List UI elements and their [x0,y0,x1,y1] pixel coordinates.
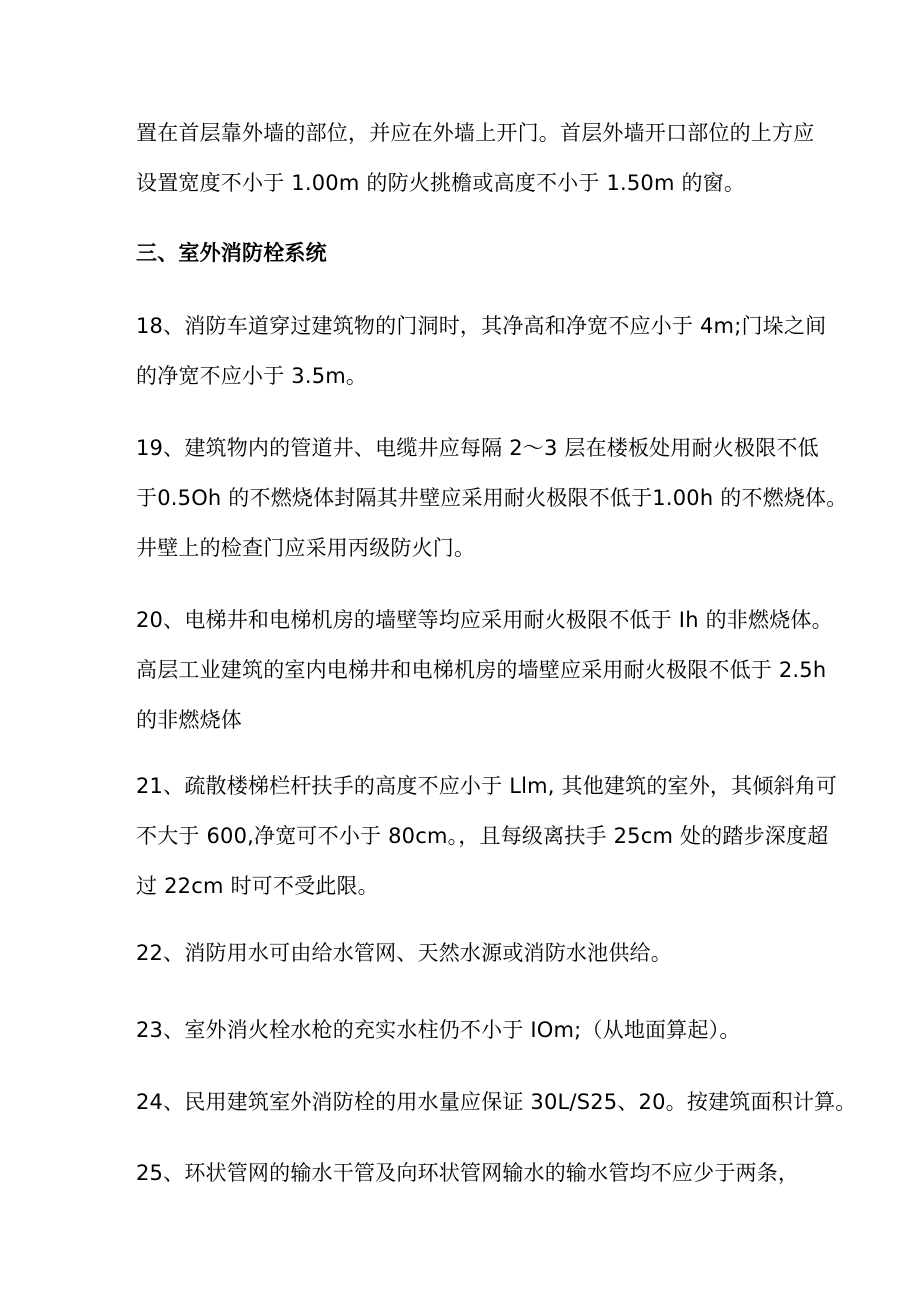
paragraph-18-line-2: 的净宽不应小于 3.5m。 [136,364,368,388]
paragraph-24-line-1: 24、民用建筑室外消防栓的用水量应保证 30L/S25、20。按建筑面积计算。 [136,1090,857,1114]
paragraph-20-line-2: 高层工业建筑的室内电梯井和电梯机房的墙壁应采用耐火极限不低于 2.5h [136,658,827,682]
paragraph-19-line-1: 19、建筑物内的管道井、电缆井应每隔 2～3 层在楼板处用耐火极限不低 [136,436,819,460]
paragraph-21-line-3: 过 22cm 时可不受此限。 [136,874,379,898]
paragraph-23-line-1: 23、室外消火栓水枪的充实水柱仍不小于 IOm;（从地面算起）。 [136,1018,741,1042]
paragraph-17-line-2: 设置宽度不小于 1.00m 的防火挑檐或高度不小于 1.50m 的窗。 [136,171,746,195]
paragraph-20-line-1: 20、电梯井和电梯机房的墙壁等均应采用耐火极限不低于 Ih 的非燃烧体。 [136,608,833,632]
paragraph-17-line-1: 置在首层靠外墙的部位，并应在外墙上开门。首层外墙开口部位的上方应 [136,121,815,145]
paragraph-22-line-1: 22、消防用水可由给水管网、天然水源或消防水池供给。 [136,941,672,965]
paragraph-25-line-1: 25、环状管网的输水干管及向环状管网输水的输水管均不应少于两条， [136,1161,800,1185]
section-heading: 三、室外消防栓系统 [136,241,327,265]
paragraph-19-line-3: 井壁上的检查门应采用丙级防火门。 [136,536,476,560]
paragraph-21-line-2: 不大于 600,净宽可不小于 80cm。，且每级离扶手 25cm 处的踏步深度超 [136,824,829,848]
paragraph-20-line-3: 的非燃烧体 [136,708,242,732]
paragraph-18-line-1: 18、消防车道穿过建筑物的门洞时，其净高和净宽不应小于 4m;门垛之间 [136,314,827,338]
paragraph-19-line-2: 于0.5Oh 的不燃烧体封隔其井壁应采用耐火极限不低于1.00h 的不燃烧体。 [136,486,848,510]
paragraph-21-line-1: 21、疏散楼梯栏杆扶手的高度不应小于 Llm, 其他建筑的室外，其倾斜角可 [136,774,838,798]
